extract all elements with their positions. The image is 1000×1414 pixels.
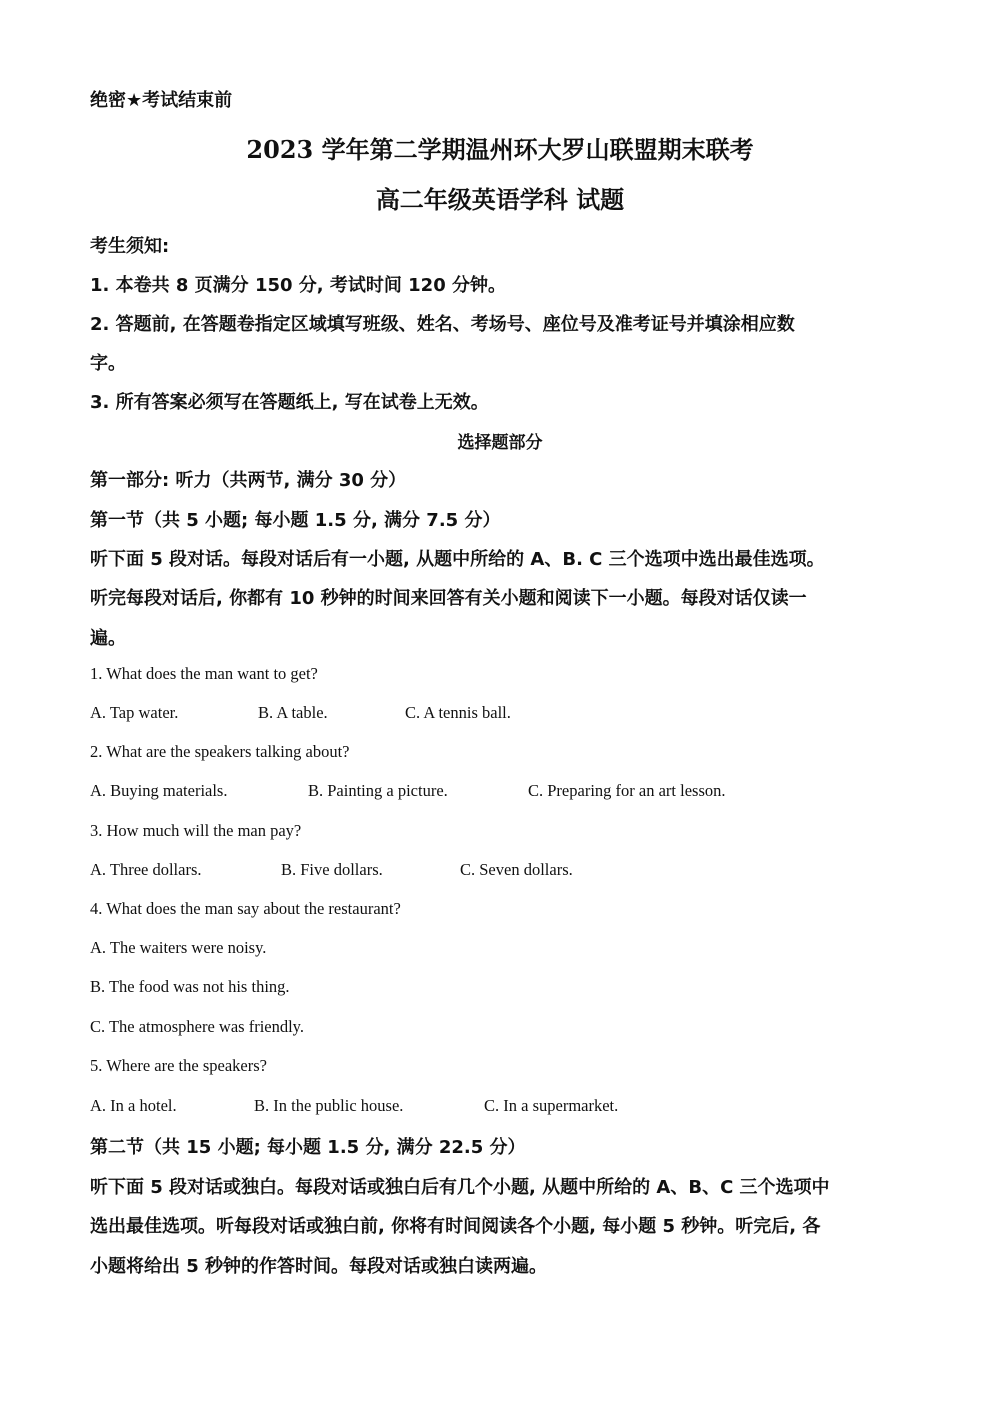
question-5-option-c: C. In a supermarket.	[484, 1096, 619, 1115]
exam-title: 2023 学年第二学期温州环大罗山联盟期末联考	[246, 135, 754, 164]
question-4-option-b: B. The food was not his thing.	[90, 977, 290, 996]
question-4-option-c: C. The atmosphere was friendly.	[90, 1017, 304, 1036]
section1-instructions: 听下面 5 段对话。每段对话后有一小题, 从题中所给的 A、B. C 三个选项中选出最佳选项。	[90, 549, 825, 570]
question-3-option-b: B. Five dollars.	[281, 860, 383, 879]
question-5-option-a: A. In a hotel.	[90, 1096, 177, 1115]
question-2-option-c: C. Preparing for an art lesson.	[528, 781, 726, 800]
question-2-option-a: A. Buying materials.	[90, 781, 228, 800]
question-1-option-a: A. Tap water.	[90, 703, 179, 722]
question-3-option-a: A. Three dollars.	[90, 860, 202, 879]
exam-subtitle: 高二年级英语学科 试题	[375, 185, 625, 214]
secret-mark: 绝密★考试结束前	[90, 90, 233, 111]
question-5-stem: 5. Where are the speakers?	[90, 1056, 267, 1075]
notice-item-3: 3. 所有答案必须写在答题纸上, 写在试卷上无效。	[90, 392, 489, 413]
question-1-stem: 1. What does the man want to get?	[90, 664, 318, 683]
notice-heading: 考生须知:	[90, 236, 170, 257]
question-2-stem: 2. What are the speakers talking about?	[90, 742, 350, 761]
question-2-option-b: B. Painting a picture.	[308, 781, 448, 800]
question-4-stem: 4. What does the man say about the restaurant?	[90, 899, 401, 918]
question-3-option-c: C. Seven dollars.	[460, 860, 573, 879]
question-3-stem: 3. How much will the man pay?	[90, 821, 302, 840]
question-4-option-a: A. The waiters were noisy.	[90, 938, 267, 957]
question-1-option-c: C. A tennis ball.	[405, 703, 511, 722]
notice-item-2-cont: 字。	[90, 353, 126, 374]
part1-heading: 第一部分: 听力（共两节, 满分 30 分）	[90, 470, 407, 491]
notice-item-1: 1. 本卷共 8 页满分 150 分, 考试时间 120 分钟。	[90, 275, 507, 296]
section2-instructions-2: 选出最佳选项。听每段对话或独白前, 你将有时间阅读各个小题, 每小题 5 秒钟。听完后, 各	[90, 1216, 821, 1237]
section1-instructions-3: 遍。	[90, 628, 126, 649]
section2-instructions-3: 小题将给出 5 秒钟的作答时间。每段对话或独白读两遍。	[90, 1256, 548, 1277]
section1-instructions-2: 听完每段对话后, 你都有 10 秒钟的时间来回答有关小题和阅读下一小题。每段对话仅读一	[90, 588, 807, 609]
section2-heading: 第二节（共 15 小题; 每小题 1.5 分, 满分 22.5 分）	[90, 1137, 526, 1158]
question-1-option-b: B. A table.	[258, 703, 328, 722]
section-title: 选择题部分	[457, 433, 543, 453]
question-5-option-b: B. In the public house.	[254, 1096, 404, 1115]
section2-instructions: 听下面 5 段对话或独白。每段对话或独白后有几个小题, 从题中所给的 A、B、C 三个选项中	[90, 1177, 830, 1198]
section1-heading: 第一节（共 5 小题; 每小题 1.5 分, 满分 7.5 分）	[90, 510, 501, 531]
notice-item-2: 2. 答题前, 在答题卷指定区域填写班级、姓名、考场号、座位号及准考证号并填涂相应数	[90, 314, 795, 335]
